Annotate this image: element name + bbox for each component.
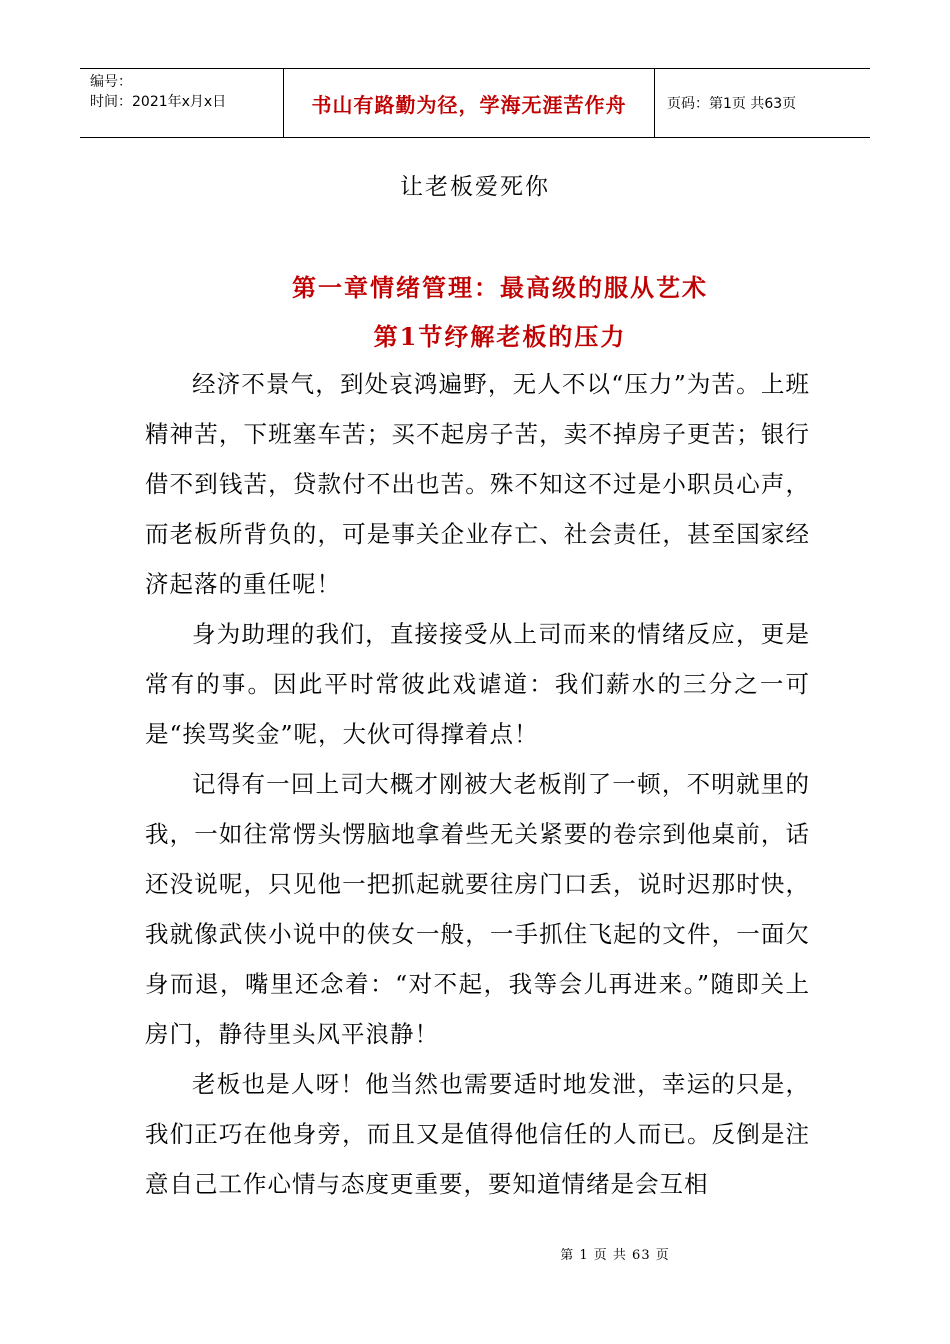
- paragraph: 身为助理的我们，直接接受从上司而来的情绪反应，更是常有的事。因此平时常彼此戏谑道：我们薪水的三分之一可是“挨骂奖金”呢，大伙可得撑着点！: [145, 620, 810, 748]
- page-footer: 第 1 页 共 63 页: [560, 1248, 670, 1263]
- body-text: [145, 359, 810, 1209]
- header-info-cell: [80, 69, 283, 137]
- header-motto-cell: [283, 69, 655, 137]
- page-number-label: 页码：第1页 共63页: [667, 96, 797, 112]
- document-title: 让老板爱死你: [400, 174, 550, 200]
- serial-number-label: 编号：: [90, 74, 132, 90]
- date-label: 时间：2021年x月x日: [90, 94, 227, 110]
- paragraph: 老板也是人呀！他当然也需要适时地发泄，幸运的只是，我们正巧在他身旁，而且又是值得他信任的人而已。反倒是注意自己工作心情与态度更重要，要知道情绪是会互相: [145, 1070, 810, 1198]
- paragraph: 记得有一回上司大概才刚被大老板削了一顿，不明就里的我，一如往常愣头愣脑地拿着些无关紧要的卷宗到他桌前，话还没说呢，只见他一把抓起就要往房门口丢，说时迟那时快，我就像武侠小说中的侠女一般，一手抓住飞起的文件，一面欠身而退，嘴里还念着：“对不起，我等会儿再进来。”随即关上房门，静待里头风平浪静！: [145, 770, 810, 1048]
- chapter-heading: 第一章情绪管理：最高级的服从艺术: [292, 273, 708, 302]
- paragraph: 经济不景气，到处哀鸿遍野，无人不以“压力”为苦。上班精神苦，下班塞车苦；买不起房子苦，卖不掉房子更苦；银行借不到钱苦，贷款付不出也苦。殊不知这不过是小职员心声，而老板所背负的，可是事关企业存亡、社会责任，甚至国家经济起落的重任呢！: [145, 370, 810, 598]
- page-header: [80, 68, 870, 138]
- motto-text: 书山有路勤为径，学海无涯苦作舟: [311, 92, 627, 117]
- section-heading: 第1节纾解老板的压力: [373, 322, 627, 351]
- header-page-cell: [655, 69, 870, 137]
